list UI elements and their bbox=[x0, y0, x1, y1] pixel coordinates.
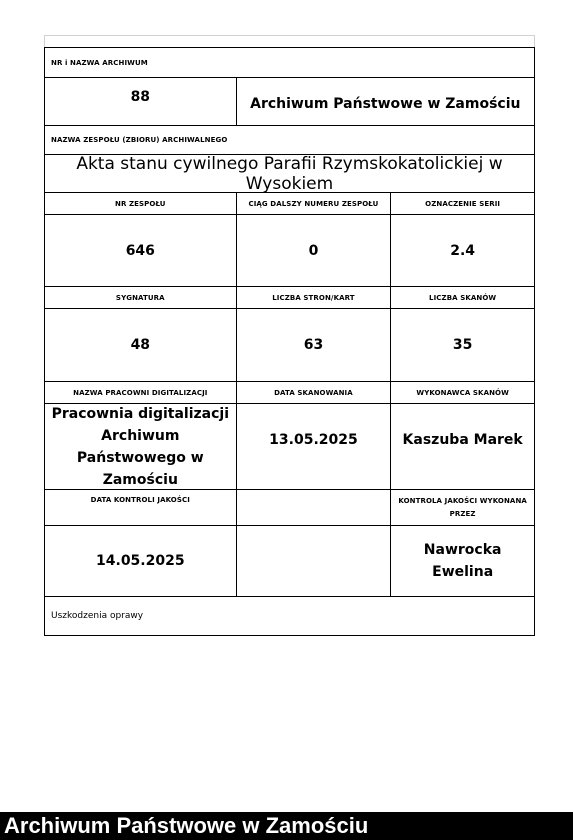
fonds-number-value: 646 bbox=[45, 215, 237, 287]
qc-date-label: DATA KONTROLI JAKOŚCI bbox=[45, 490, 237, 526]
qc-by-value: Nawrocka Ewelina bbox=[391, 526, 535, 597]
row6-empty-label bbox=[237, 490, 392, 526]
signature-value: 48 bbox=[45, 309, 237, 382]
binding-damage-label: Uszkodzenia oprawy bbox=[45, 597, 535, 636]
archive-value-row bbox=[45, 78, 535, 126]
fonds-number-label: NR ZESPOŁU bbox=[45, 193, 237, 215]
row5-labels bbox=[45, 382, 535, 404]
fonds-value-row bbox=[45, 155, 535, 193]
qc-date-value: 14.05.2025 bbox=[45, 526, 237, 597]
row3-values bbox=[45, 215, 535, 287]
archive-name: Archiwum Państwowe w Zamościu bbox=[237, 78, 535, 126]
notes-row bbox=[45, 597, 535, 636]
fonds-continuation-label: CIĄG DALSZY NUMERU ZESPOŁU bbox=[237, 193, 392, 215]
scans-count-value: 35 bbox=[391, 309, 535, 382]
row5-values bbox=[45, 404, 535, 490]
row6-labels bbox=[45, 490, 535, 526]
digitization-lab-value: Pracownia digitalizacji Archiwum Państwowego w Zamościu bbox=[45, 404, 237, 490]
metrics-sheet bbox=[44, 47, 535, 636]
scans-count-label: LICZBA SKANÓW bbox=[391, 287, 535, 309]
row3-labels bbox=[45, 193, 535, 215]
footer-banner: Archiwum Państwowe w Zamościu bbox=[0, 812, 573, 840]
fonds-label: NAZWA ZESPOŁU (ZBIORU) ARCHIWALNEGO bbox=[45, 126, 535, 155]
archive-label: NR i NAZWA ARCHIWUM bbox=[45, 48, 535, 78]
scan-operator-label: WYKONAWCA SKANÓW bbox=[391, 382, 535, 404]
scan-operator-value: Kaszuba Marek bbox=[391, 404, 535, 490]
archive-number: 88 bbox=[45, 78, 237, 126]
row6-values bbox=[45, 526, 535, 597]
row4-labels bbox=[45, 287, 535, 309]
archive-label-row bbox=[45, 48, 535, 78]
fonds-name: Akta stanu cywilnego Parafii Rzymskokatolickiej w Wysokiem bbox=[45, 155, 535, 193]
row4-values bbox=[45, 309, 535, 382]
fonds-label-row bbox=[45, 126, 535, 155]
signature-label: SYGNATURA bbox=[45, 287, 237, 309]
pages-count-value: 63 bbox=[237, 309, 392, 382]
sheet-top-edge bbox=[44, 35, 535, 47]
row6-empty-value bbox=[237, 526, 392, 597]
series-label: OZNACZENIE SERII bbox=[391, 193, 535, 215]
fonds-continuation-value: 0 bbox=[237, 215, 392, 287]
scan-date-label: DATA SKANOWANIA bbox=[237, 382, 392, 404]
series-value: 2.4 bbox=[391, 215, 535, 287]
scan-date-value: 13.05.2025 bbox=[237, 404, 392, 490]
pages-count-label: LICZBA STRON/KART bbox=[237, 287, 392, 309]
qc-by-label: KONTROLA JAKOŚCI WYKONANA PRZEZ bbox=[391, 490, 535, 526]
digitization-lab-label: NAZWA PRACOWNI DIGITALIZACJI bbox=[45, 382, 237, 404]
